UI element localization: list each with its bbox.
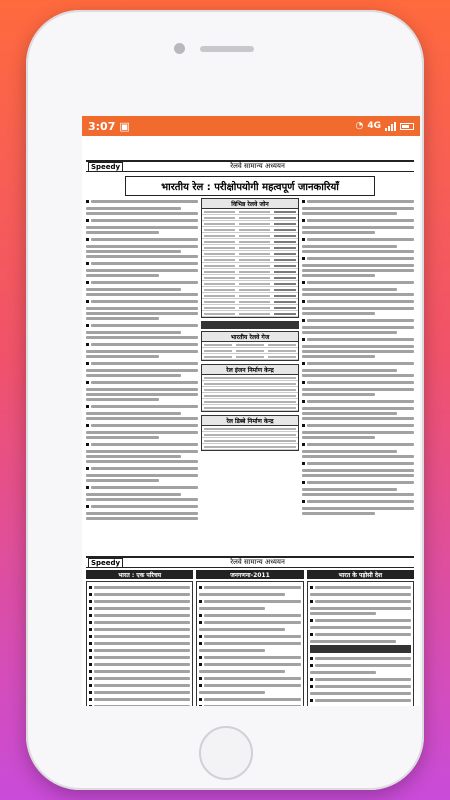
text-column-left bbox=[86, 198, 198, 532]
page2-columns bbox=[86, 581, 414, 706]
neighbours-heading: भारत के पड़ोसी देश bbox=[307, 570, 414, 579]
notification-icon: ▣ bbox=[119, 119, 130, 133]
page2-col-3 bbox=[307, 581, 414, 706]
page-header-title: रेलवे सामान्य अध्ययन bbox=[230, 162, 285, 170]
document-page-2 bbox=[86, 556, 414, 706]
page2-header bbox=[86, 556, 414, 568]
gauge-table-header: भारतीय रेलवे गेज bbox=[202, 332, 298, 342]
speedy-logo: Speedy bbox=[88, 162, 123, 172]
app-screen bbox=[82, 116, 420, 706]
zones-table-header: विभिन्न रेलवे जोन bbox=[202, 199, 298, 209]
document-page-1 bbox=[86, 160, 414, 532]
tables-column bbox=[201, 198, 299, 532]
phone-frame bbox=[26, 10, 424, 790]
page2-subheading-band bbox=[310, 645, 411, 653]
status-bar bbox=[82, 116, 420, 136]
zones-table bbox=[201, 198, 299, 318]
earpiece-speaker bbox=[200, 46, 254, 52]
page2-column-heads bbox=[86, 570, 414, 579]
status-time: 3:07 bbox=[88, 119, 116, 133]
front-camera bbox=[174, 43, 185, 54]
page2-col-2 bbox=[196, 581, 303, 706]
page-header bbox=[86, 160, 414, 172]
home-button[interactable] bbox=[199, 726, 253, 780]
network-type: 4G bbox=[367, 121, 381, 131]
status-left bbox=[88, 120, 130, 133]
engine-table-header: रेल इंजन निर्माण केन्द्र bbox=[202, 365, 298, 375]
engine-centres-table bbox=[201, 364, 299, 412]
page-gap bbox=[82, 534, 420, 554]
page2-col-1 bbox=[86, 581, 193, 706]
page-columns bbox=[86, 198, 414, 532]
page2-header-title: रेलवे सामान्य अध्ययन bbox=[230, 558, 285, 566]
coach-centres-table bbox=[201, 415, 299, 451]
page-title: भारतीय रेल : परीक्षोपयोगी महत्वपूर्ण जानकारियाँ bbox=[125, 176, 375, 196]
pdf-page-viewer[interactable] bbox=[82, 136, 420, 706]
wifi-icon: ◔ bbox=[355, 121, 364, 131]
signal-icon bbox=[385, 122, 396, 131]
census-heading: जनगणना-2011 bbox=[196, 570, 303, 579]
gauge-table bbox=[201, 331, 299, 361]
text-column-right bbox=[302, 198, 414, 532]
india-intro-heading: भारत : एक परिचय bbox=[86, 570, 193, 579]
speedy-logo-2: Speedy bbox=[88, 558, 123, 568]
gauge-band bbox=[201, 321, 299, 329]
status-icons bbox=[355, 121, 414, 131]
battery-icon bbox=[400, 123, 414, 130]
coach-table-header: रेल डिब्बे निर्माण केन्द्र bbox=[202, 416, 298, 426]
